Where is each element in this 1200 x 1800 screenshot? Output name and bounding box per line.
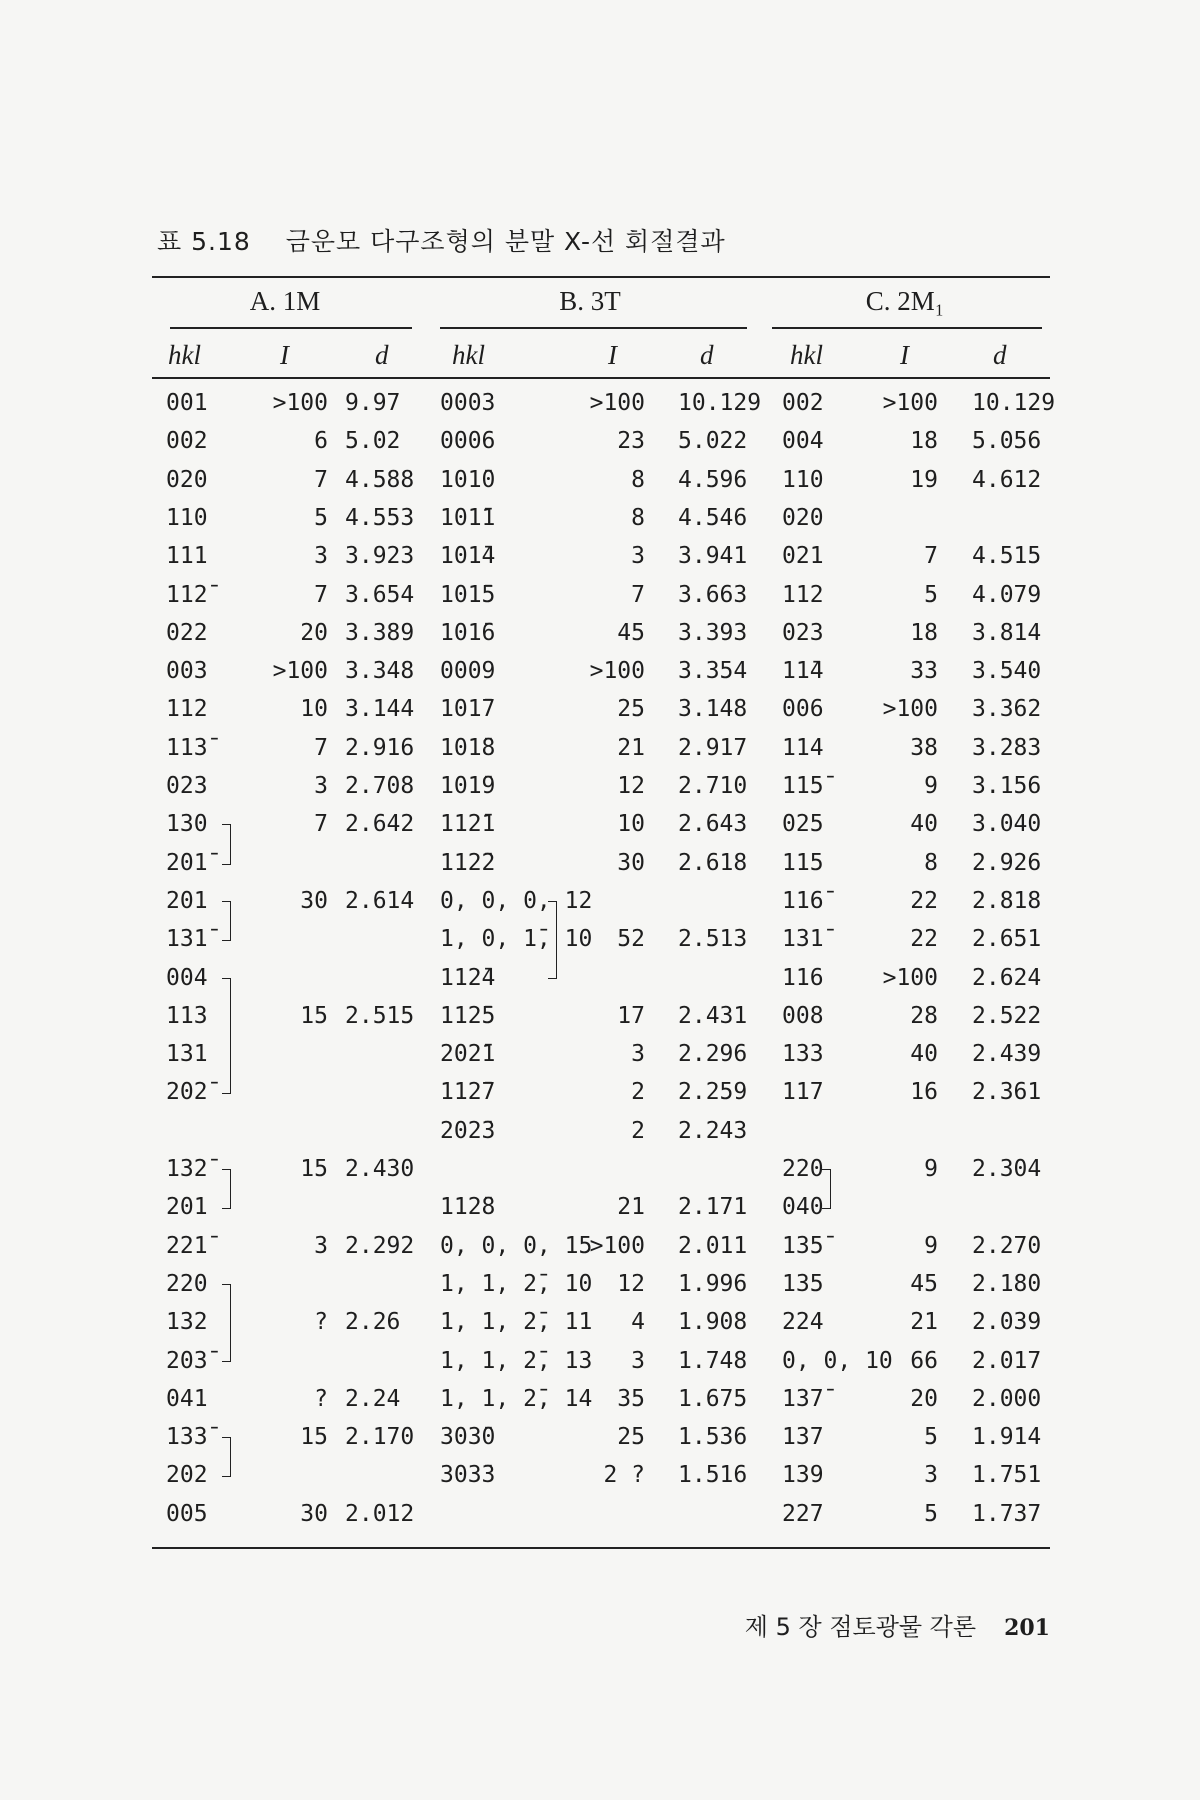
cell-d-spacing: 1.748 — [678, 1347, 748, 1374]
cell-intensity: 66 — [910, 1347, 938, 1374]
cell-d-spacing: 2.618 — [678, 849, 748, 876]
cell-intensity: 10 — [617, 811, 645, 838]
cell-intensity: 3 — [314, 1232, 328, 1259]
cell-intensity: 9 — [924, 773, 938, 799]
cell-intensity: 7 — [314, 581, 328, 608]
cell-hkl: 101̄0 — [440, 466, 496, 493]
cell-hkl: 111 — [166, 543, 208, 570]
cell-intensity: 16 — [910, 1079, 938, 1106]
cell-intensity: 30 — [300, 887, 328, 914]
column-header: d — [993, 340, 1007, 370]
cell-intensity: >100 — [589, 1232, 645, 1259]
cell-hkl: 041 — [166, 1385, 208, 1412]
column-header: I — [608, 340, 617, 370]
cell-intensity: >100 — [589, 658, 645, 685]
cell-intensity: 5 — [924, 1500, 938, 1527]
cell-d-spacing: 1.751 — [972, 1462, 1042, 1489]
cell-hkl: 020 — [166, 466, 208, 493]
grouping-bracket — [222, 1437, 231, 1477]
cell-intensity: >100 — [272, 658, 328, 685]
cell-d-spacing: 10.129 — [678, 390, 762, 416]
cell-d-spacing: 5.056 — [972, 428, 1042, 455]
cell-intensity: 3 — [631, 1041, 645, 1068]
cell-hkl: 004 — [166, 964, 208, 991]
cell-d-spacing: 2.430 — [345, 1156, 415, 1182]
cell-intensity: 30 — [617, 849, 645, 876]
cell-hkl: 220 — [166, 1270, 208, 1297]
cell-d-spacing: 2.170 — [345, 1424, 415, 1451]
cell-intensity: 6 — [314, 428, 328, 455]
cell-hkl: 101̄7 — [440, 696, 496, 723]
cell-hkl: 001 — [166, 390, 208, 416]
cell-d-spacing: 2.017 — [972, 1347, 1042, 1374]
cell-hkl: 112̄1 — [440, 811, 496, 838]
cell-d-spacing: 3.354 — [678, 658, 748, 685]
cell-hkl: 115 — [782, 849, 824, 876]
grouping-bracket — [222, 978, 231, 1095]
cell-hkl: 101̄5 — [440, 581, 496, 608]
column-header: hkl — [168, 340, 201, 370]
cell-hkl: 112̄7 — [440, 1079, 496, 1106]
cell-intensity: 12 — [617, 1270, 645, 1297]
cell-d-spacing: 3.654 — [345, 581, 415, 608]
cell-d-spacing: 9.97 — [345, 390, 401, 416]
cell-intensity: 12 — [617, 773, 645, 799]
cell-intensity: >100 — [272, 390, 328, 416]
cell-hkl: 112̄5 — [440, 1002, 496, 1029]
cell-intensity: 8 — [924, 849, 938, 876]
cell-d-spacing: 4.596 — [678, 466, 748, 493]
cell-intensity: 35 — [617, 1385, 645, 1412]
cell-intensity: 23 — [617, 428, 645, 455]
cell-hkl: 303̄3 — [440, 1462, 496, 1489]
cell-d-spacing: 4.588 — [345, 466, 415, 493]
cell-hkl: 201̄ — [166, 849, 208, 876]
cell-hkl: 202̄3 — [440, 1117, 496, 1144]
cell-d-spacing: 3.814 — [972, 619, 1042, 646]
cell-hkl: 112̄8 — [440, 1194, 496, 1221]
cell-hkl: 1, 1, 2̄, 11 — [440, 1309, 593, 1336]
cell-d-spacing: 2.361 — [972, 1079, 1042, 1106]
cell-d-spacing: 1.536 — [678, 1424, 748, 1451]
cell-hkl: 0009 — [440, 658, 496, 685]
cell-intensity: ? — [314, 1309, 328, 1336]
cell-intensity: 15 — [300, 1156, 328, 1182]
cell-hkl: 227 — [782, 1500, 824, 1527]
cell-d-spacing: 1.675 — [678, 1385, 748, 1412]
cell-intensity: 2 ? — [603, 1462, 645, 1489]
cell-intensity: 3 — [631, 543, 645, 570]
cell-hkl: 005 — [166, 1500, 208, 1527]
cell-d-spacing: 2.818 — [972, 887, 1042, 914]
grouping-bracket — [222, 1284, 231, 1363]
cell-hkl: 023 — [782, 619, 824, 646]
cell-d-spacing: 3.389 — [345, 619, 415, 646]
cell-hkl: 112̄4 — [440, 964, 496, 991]
cell-hkl: 114 — [782, 734, 824, 761]
cell-d-spacing: 4.612 — [972, 466, 1042, 493]
cell-hkl: 201 — [166, 1194, 208, 1221]
cell-hkl: 113̄ — [166, 734, 208, 761]
cell-d-spacing: 2.614 — [345, 887, 415, 914]
cell-hkl: 023 — [166, 773, 208, 799]
cell-hkl: 0003 — [440, 390, 496, 416]
cell-intensity: 21 — [910, 1309, 938, 1336]
cell-intensity: >100 — [589, 390, 645, 416]
cell-d-spacing: 2.917 — [678, 734, 748, 761]
cell-d-spacing: 4.546 — [678, 504, 748, 531]
cell-hkl: 137 — [782, 1424, 824, 1451]
cell-d-spacing: 2.916 — [345, 734, 415, 761]
cell-d-spacing: 2.304 — [972, 1156, 1042, 1182]
cell-intensity: >100 — [882, 390, 938, 416]
cell-intensity: 15 — [300, 1424, 328, 1451]
cell-intensity: 22 — [910, 926, 938, 953]
chapter-title: 제 5 장 점토광물 각론 — [744, 1613, 977, 1641]
cell-d-spacing: 2.513 — [678, 926, 748, 953]
cell-intensity: 5 — [924, 1424, 938, 1451]
cell-intensity: 52 — [617, 926, 645, 953]
cell-hkl: 003 — [166, 658, 208, 685]
cell-intensity: 40 — [910, 1041, 938, 1068]
column-header: d — [375, 340, 389, 370]
cell-intensity: 33 — [910, 658, 938, 685]
cell-intensity: 7 — [924, 543, 938, 570]
cell-intensity: 38 — [910, 734, 938, 761]
cell-d-spacing: 2.039 — [972, 1309, 1042, 1336]
cell-hkl: 116̄ — [782, 887, 824, 914]
cell-hkl: 113 — [166, 1002, 208, 1029]
cell-hkl: 025 — [782, 811, 824, 838]
cell-d-spacing: 4.553 — [345, 504, 415, 531]
cell-d-spacing: 2.708 — [345, 773, 415, 799]
cell-d-spacing: 2.270 — [972, 1232, 1042, 1259]
cell-hkl: 132̄ — [166, 1156, 208, 1182]
cell-intensity: 9 — [924, 1156, 938, 1182]
cell-intensity: 25 — [617, 696, 645, 723]
cell-d-spacing: 2.180 — [972, 1270, 1042, 1297]
cell-d-spacing: 2.292 — [345, 1232, 415, 1259]
header-rule — [152, 377, 1050, 379]
cell-intensity: 8 — [631, 504, 645, 531]
grouping-bracket — [222, 824, 231, 864]
cell-hkl: 112 — [782, 581, 824, 608]
cell-intensity: 2 — [631, 1117, 645, 1144]
cell-hkl: 116 — [782, 964, 824, 991]
cell-d-spacing: 2.651 — [972, 926, 1042, 953]
cell-d-spacing: 2.515 — [345, 1002, 415, 1029]
cell-d-spacing: 2.926 — [972, 849, 1042, 876]
cell-hkl: 11̄4 — [782, 658, 824, 685]
cell-hkl: 135 — [782, 1270, 824, 1297]
cell-intensity: 3 — [314, 773, 328, 799]
cell-hkl: 002 — [166, 428, 208, 455]
cell-d-spacing: 3.540 — [972, 658, 1042, 685]
cell-hkl: 1, 1, 2̄, 13 — [440, 1347, 593, 1374]
grouping-bracket — [548, 901, 557, 980]
cell-d-spacing: 2.259 — [678, 1079, 748, 1106]
cell-d-spacing: 3.156 — [972, 773, 1042, 799]
cell-d-spacing: 2.26 — [345, 1309, 401, 1336]
cell-hkl: 112̄ — [166, 581, 208, 608]
cell-intensity: 20 — [910, 1385, 938, 1412]
cell-hkl: 101̄4 — [440, 543, 496, 570]
cell-d-spacing: 3.283 — [972, 734, 1042, 761]
cell-d-spacing: 3.040 — [972, 811, 1042, 838]
cell-d-spacing: 1.914 — [972, 1424, 1042, 1451]
group-header-a: A. 1M — [249, 286, 321, 316]
cell-hkl: 006 — [782, 696, 824, 723]
cell-intensity: 9 — [924, 1232, 938, 1259]
cell-hkl: 139 — [782, 1462, 824, 1489]
cell-intensity: 3 — [924, 1462, 938, 1489]
cell-hkl: 202̄ — [166, 1079, 208, 1106]
cell-d-spacing: 2.642 — [345, 811, 415, 838]
cell-intensity: 40 — [910, 811, 938, 838]
cell-hkl: 112̄2 — [440, 849, 496, 876]
cell-hkl: 202̄1 — [440, 1041, 496, 1068]
cell-hkl: 101̄8 — [440, 734, 496, 761]
cell-hkl: 131̄ — [166, 926, 208, 953]
cell-intensity: 30 — [300, 1500, 328, 1527]
cell-d-spacing: 2.431 — [678, 1002, 748, 1029]
cell-intensity: 28 — [910, 1002, 938, 1029]
cell-intensity: 17 — [617, 1002, 645, 1029]
cell-d-spacing: 3.663 — [678, 581, 748, 608]
cell-hkl: 130 — [166, 811, 208, 838]
cell-hkl: 135̄ — [782, 1232, 824, 1259]
cell-intensity: 5 — [314, 504, 328, 531]
cell-intensity: 20 — [300, 619, 328, 646]
cell-intensity: 21 — [617, 1194, 645, 1221]
cell-d-spacing: 1.737 — [972, 1500, 1042, 1527]
cell-intensity: >100 — [882, 696, 938, 723]
cell-hkl: 201 — [166, 887, 208, 914]
cell-intensity: 21 — [617, 734, 645, 761]
cell-hkl: 110 — [782, 466, 824, 493]
cell-d-spacing: 3.144 — [345, 696, 415, 723]
grouping-bracket — [822, 1169, 831, 1209]
group-underline-b — [440, 327, 747, 329]
cell-d-spacing: 2.296 — [678, 1041, 748, 1068]
cell-hkl: 117 — [782, 1079, 824, 1106]
cell-d-spacing: 2.012 — [345, 1500, 415, 1527]
cell-hkl: 303̄0 — [440, 1424, 496, 1451]
cell-intensity: ? — [314, 1385, 328, 1412]
group-header-b: B. 3T — [559, 286, 621, 316]
cell-hkl: 221̄ — [166, 1232, 208, 1259]
cell-hkl: 040 — [782, 1194, 824, 1221]
cell-hkl: 112 — [166, 696, 208, 723]
cell-hkl: 0, 0, 0, 15 — [440, 1232, 593, 1259]
cell-intensity: 7 — [314, 466, 328, 493]
table-caption — [157, 222, 726, 258]
cell-intensity: 45 — [617, 619, 645, 646]
top-rule — [152, 276, 1050, 278]
cell-hkl: 202 — [166, 1462, 208, 1489]
cell-d-spacing: 3.393 — [678, 619, 748, 646]
cell-hkl: 020 — [782, 504, 824, 531]
cell-d-spacing: 3.941 — [678, 543, 748, 570]
cell-hkl: 101̄6 — [440, 619, 496, 646]
column-header: hkl — [452, 340, 485, 370]
cell-hkl: 137̄ — [782, 1385, 824, 1412]
cell-d-spacing: 4.079 — [972, 581, 1042, 608]
cell-d-spacing: 3.923 — [345, 543, 415, 570]
cell-hkl: 0006 — [440, 428, 496, 455]
column-header: I — [900, 340, 909, 370]
cell-d-spacing: 10.129 — [972, 390, 1056, 416]
table-number: 표 5.18 — [157, 227, 251, 256]
cell-hkl: 008 — [782, 1002, 824, 1029]
cell-hkl: 1, 1, 2̄, 10 — [440, 1270, 593, 1297]
cell-intensity: 19 — [910, 466, 938, 493]
cell-intensity: 2 — [631, 1079, 645, 1106]
cell-intensity: 18 — [910, 619, 938, 646]
cell-hkl: 131̄ — [782, 926, 824, 953]
column-header: I — [280, 340, 289, 370]
cell-intensity: 45 — [910, 1270, 938, 1297]
cell-intensity: 5 — [924, 581, 938, 608]
cell-hkl: 110 — [166, 504, 208, 531]
cell-d-spacing: 4.515 — [972, 543, 1042, 570]
cell-intensity: 7 — [314, 734, 328, 761]
cell-d-spacing: 2.710 — [678, 773, 748, 799]
cell-d-spacing: 2.011 — [678, 1232, 748, 1259]
cell-hkl: 224 — [782, 1309, 824, 1336]
cell-hkl: 101̄9 — [440, 773, 496, 799]
grouping-bracket — [222, 1169, 231, 1209]
cell-d-spacing: 2.522 — [972, 1002, 1042, 1029]
cell-d-spacing: 3.148 — [678, 696, 748, 723]
page-number: 201 — [1004, 1615, 1050, 1641]
cell-hkl: 220 — [782, 1156, 824, 1182]
cell-intensity: 25 — [617, 1424, 645, 1451]
cell-hkl: 002 — [782, 390, 824, 416]
group-underline-c — [772, 327, 1042, 329]
cell-intensity: 22 — [910, 887, 938, 914]
cell-d-spacing: 3.362 — [972, 696, 1042, 723]
cell-d-spacing: 2.000 — [972, 1385, 1042, 1412]
cell-intensity: 7 — [314, 811, 328, 838]
column-header: hkl — [790, 340, 823, 370]
cell-hkl: 022 — [166, 619, 208, 646]
cell-d-spacing: 2.643 — [678, 811, 748, 838]
cell-hkl: 203̄ — [166, 1347, 208, 1374]
cell-intensity: 7 — [631, 581, 645, 608]
cell-intensity: 4 — [631, 1309, 645, 1336]
cell-hkl: 1, 1, 2̄, 14 — [440, 1385, 593, 1412]
cell-hkl: 131 — [166, 1041, 208, 1068]
table-title: 금운모 다구조형의 분말 X-선 회절결과 — [285, 227, 726, 256]
cell-hkl: 1, 0, 1̄, 10 — [440, 926, 593, 953]
cell-hkl: 0, 0, 0, 12 — [440, 887, 593, 914]
cell-hkl: 133 — [782, 1041, 824, 1068]
cell-hkl: 133̄ — [166, 1424, 208, 1451]
cell-intensity: 15 — [300, 1002, 328, 1029]
cell-d-spacing: 2.624 — [972, 964, 1042, 991]
cell-d-spacing: 2.24 — [345, 1385, 401, 1412]
cell-d-spacing: 2.439 — [972, 1041, 1042, 1068]
group-header-c: C. 2M₁ — [865, 286, 945, 316]
cell-intensity: 8 — [631, 466, 645, 493]
cell-hkl: 101̄1 — [440, 504, 496, 531]
cell-intensity: 3 — [631, 1347, 645, 1374]
cell-hkl: 115̄ — [782, 773, 824, 799]
cell-d-spacing: 5.022 — [678, 428, 748, 455]
cell-d-spacing: 5.02 — [345, 428, 401, 455]
cell-hkl: 0, 0, 10 — [782, 1347, 893, 1374]
grouping-bracket — [222, 901, 231, 941]
cell-intensity: >100 — [882, 964, 938, 991]
cell-d-spacing: 1.516 — [678, 1462, 748, 1489]
cell-hkl: 132 — [166, 1309, 208, 1336]
cell-hkl: 004 — [782, 428, 824, 455]
cell-d-spacing: 2.243 — [678, 1117, 748, 1144]
cell-hkl: 021 — [782, 543, 824, 570]
cell-d-spacing: 3.348 — [345, 658, 415, 685]
column-header: d — [700, 340, 714, 370]
cell-intensity: 3 — [314, 543, 328, 570]
page-footer — [745, 1607, 1050, 1642]
cell-intensity: 10 — [300, 696, 328, 723]
group-underline-a — [170, 327, 412, 329]
cell-d-spacing: 1.996 — [678, 1270, 748, 1297]
bottom-rule — [152, 1547, 1050, 1549]
cell-d-spacing: 1.908 — [678, 1309, 748, 1336]
cell-intensity: 18 — [910, 428, 938, 455]
cell-d-spacing: 2.171 — [678, 1194, 748, 1221]
